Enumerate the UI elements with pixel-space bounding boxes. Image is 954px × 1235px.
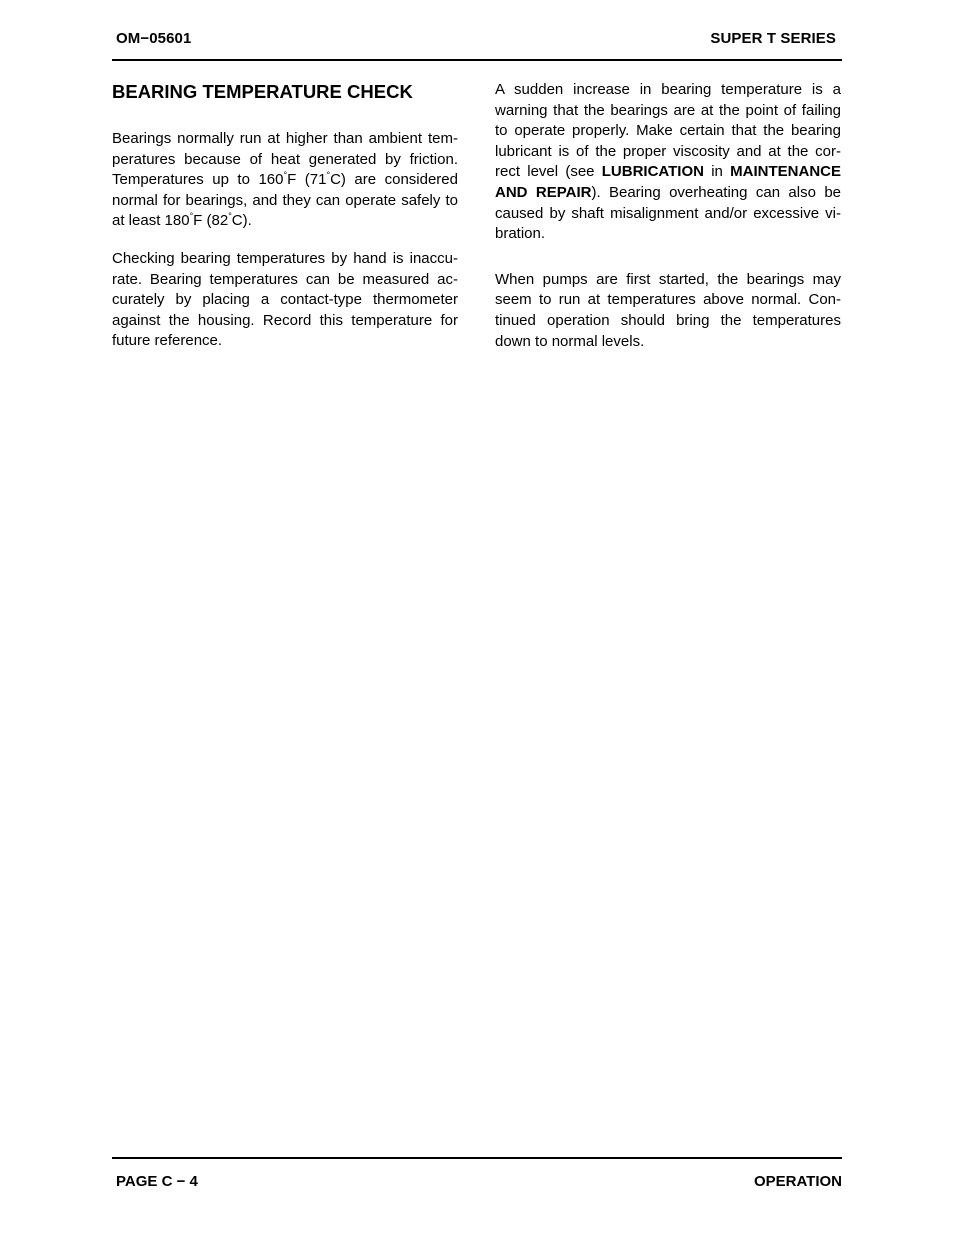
text-run: Bearings normally run at higher than ambient tem-peratures because of heat generated by friction. Temperatures up to 160 bbox=[112, 130, 458, 189]
text-run: C). bbox=[231, 212, 252, 230]
degree-symbol: ° bbox=[326, 170, 331, 181]
degree-symbol: ° bbox=[189, 211, 194, 222]
measurement-paragraph: Checking bearing temperatures by hand is inaccu-rate. Bearing temperatures can be measured ac-curately by placing a contact-type thermometer against the housing. Record this temperature for future reference. bbox=[112, 249, 458, 350]
right-column bbox=[495, 80, 841, 352]
text-run: F (71 bbox=[287, 171, 327, 189]
startup-paragraph: When pumps are first started, the bearings may seem to run at temperatures above normal. Con-tinued operation should bring the temperatures down to normal levels. bbox=[495, 270, 841, 350]
left-column bbox=[112, 80, 458, 352]
document-number: OM−05601 bbox=[116, 30, 192, 47]
text-run: C) are considered normal for bearings, and they can operate safely to at least 180 bbox=[112, 171, 458, 230]
section-title: BEARING TEMPERATURE CHECK bbox=[112, 81, 413, 102]
text-run: F (82 bbox=[193, 212, 229, 230]
overheating-paragraph bbox=[495, 80, 841, 245]
lubrication-reference: LUBRICATION bbox=[601, 163, 704, 181]
temperature-paragraph bbox=[112, 129, 458, 232]
text-run: in bbox=[703, 163, 731, 181]
header-rule bbox=[112, 59, 842, 61]
degree-symbol: ° bbox=[283, 170, 288, 181]
degree-symbol: ° bbox=[228, 211, 232, 222]
maintenance-reference: MAINTENANCE AND REPAIR bbox=[495, 163, 841, 201]
text-run: A sudden increase in bearing temperature is a warning that the bearings are at the point of failing to operate properly. Make certain that the bearing lubricant is of the proper viscosity and at the cor-rect level (see bbox=[495, 81, 841, 181]
series-name: SUPER T SERIES bbox=[710, 30, 836, 47]
footer-section-name: OPERATION bbox=[753, 1173, 842, 1190]
footer-rule bbox=[112, 1157, 842, 1159]
page-number: PAGE C − 4 bbox=[116, 1173, 198, 1190]
text-run: ). Bearing overheating can also be caused by shaft misalignment and/or excessive vi-bration. bbox=[495, 183, 841, 243]
